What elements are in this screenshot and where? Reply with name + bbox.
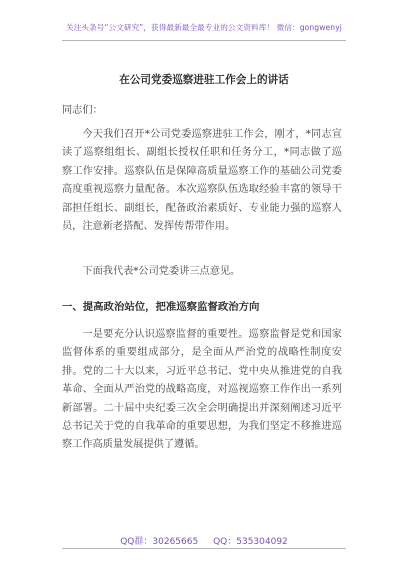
section-paragraph: 一是要充分认识巡察监督的重要性。巡察监督是党和国家监督体系的重要组成部分，是全面从严治党的战略性制度安排。党的二十大以来，习近平总书记、党中央从推进党的自我革命、全面从严治党的战略高度，对巡视巡察工作作出一系列新部署。二十届中央纪委三次全会明确提出并深刻阐述习近平总书记关于党的自我革命的重要思想，为我们坚定不移推进巡察工作高质量发展提供了遵循。 xyxy=(62,329,342,451)
body-paragraph: 今天我们召开*公司党委巡察进驻工作会，刚才，*同志宣读了巡察组组长、副组长授权任职和任务分工，*同志做了巡察工作安排。巡察队伍是保障高质量巡察工作的基础公司党委高度重视巡察力量配备。本次巡察队伍选取经验丰富的领导干部担任组长、副组长，配备政治素质好、专业能力强的巡察人员，注意新老搭配、发挥传帮带作用。 xyxy=(62,129,342,233)
salutation: 同志们： xyxy=(62,105,103,116)
header-notice: 关注头条号“公文研究”，获得最新最全最专业的公文资料库！ 微信：gongwenyj xyxy=(66,23,342,32)
footer-qq-group: QQ群：30265665 xyxy=(120,537,199,547)
document-title: 在公司党委巡察进驻工作会上的讲话 xyxy=(119,74,289,86)
body-paragraph: 下面我代表*公司党委讲三点意见。 xyxy=(82,266,241,277)
header-divider xyxy=(62,40,346,41)
footer-contact xyxy=(0,534,408,547)
section-heading: 一、提高政治站位，把准巡察监督政治方向 xyxy=(62,301,260,313)
footer-qq: QQ：535304092 xyxy=(213,537,288,547)
footer-divider xyxy=(62,548,346,549)
